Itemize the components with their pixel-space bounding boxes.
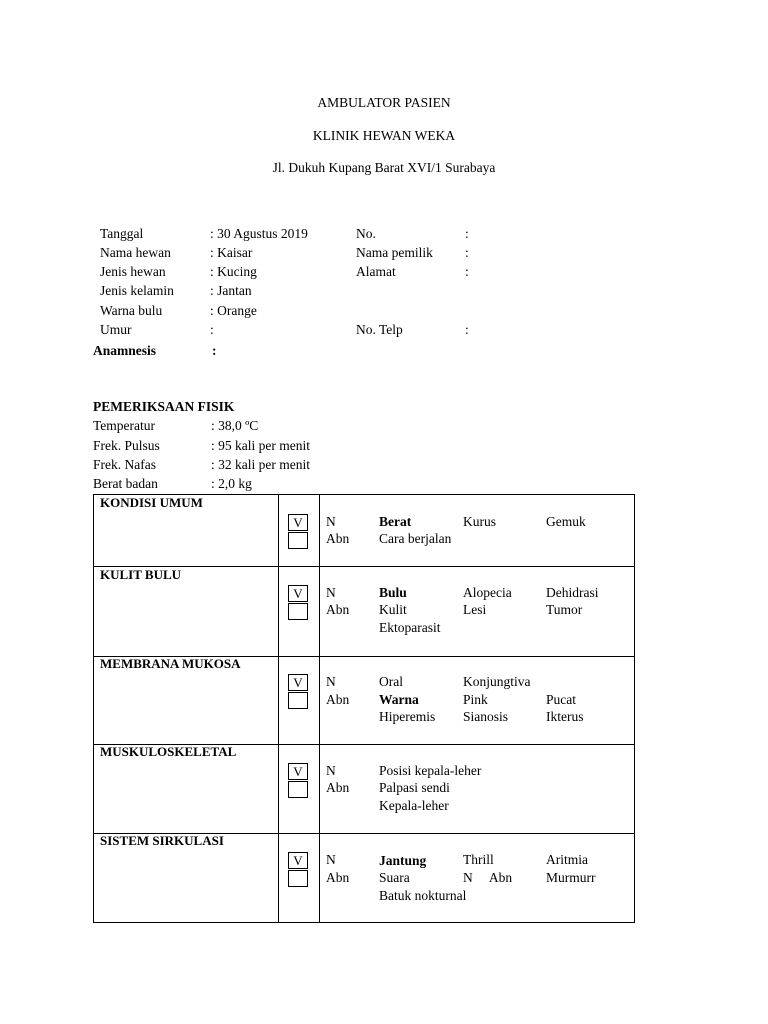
item-oral: Oral bbox=[379, 674, 403, 689]
exam-table bbox=[93, 494, 635, 923]
header-title: AMBULATOR PASIEN bbox=[317, 95, 451, 110]
item-tumor: Tumor bbox=[546, 602, 583, 617]
item-kulit: Kulit bbox=[379, 602, 407, 617]
label-jenis-kelamin: Jenis kelamin bbox=[100, 283, 174, 298]
item-kepala-leher: Kepala-leher bbox=[379, 798, 449, 813]
label-jenis-hewan: Jenis hewan bbox=[100, 264, 166, 279]
value-temperatur: : 38,0 ºC bbox=[211, 418, 259, 433]
item-berat: Berat bbox=[379, 514, 412, 529]
item-pink: Pink bbox=[463, 692, 488, 707]
item-gemuk: Gemuk bbox=[546, 514, 586, 529]
section-title: KULIT BULU bbox=[100, 567, 182, 582]
item-cara-berjalan: Cara berjalan bbox=[379, 531, 452, 546]
item-thrill: Thrill bbox=[463, 852, 494, 867]
label-no: No. bbox=[356, 226, 376, 241]
normal-checkbox[interactable]: V bbox=[288, 852, 308, 869]
normal-checkbox[interactable]: V bbox=[288, 514, 308, 531]
abnormal-label: Abn bbox=[326, 692, 350, 707]
item-ikterus: Ikterus bbox=[546, 709, 584, 724]
item-jantung: Jantung bbox=[379, 853, 427, 868]
normal-checkbox[interactable]: V bbox=[288, 763, 308, 780]
item-posisi-kepala-leher: Posisi kepala-leher bbox=[379, 763, 482, 778]
abnormal-checkbox[interactable] bbox=[288, 532, 308, 549]
anamnesis-value: : bbox=[212, 343, 217, 358]
item-suara: Suara bbox=[379, 870, 410, 885]
label-temperatur: Temperatur bbox=[93, 418, 156, 433]
abnormal-checkbox[interactable] bbox=[288, 603, 308, 620]
value-jenis-hewan: : Kucing bbox=[210, 264, 257, 279]
item-aritmia: Aritmia bbox=[546, 852, 588, 867]
abnormal-checkbox[interactable] bbox=[288, 692, 308, 709]
value-warna-bulu: : Orange bbox=[210, 303, 257, 318]
abnormal-checkbox[interactable] bbox=[288, 870, 308, 887]
section-kondisi-umum bbox=[94, 495, 634, 566]
item-palpasi-sendi: Palpasi sendi bbox=[379, 780, 450, 795]
item-lesi: Lesi bbox=[463, 602, 487, 617]
item-konjungtiva: Konjungtiva bbox=[463, 674, 531, 689]
label-frek-pulsus: Frek. Pulsus bbox=[93, 438, 160, 453]
label-nama-hewan: Nama hewan bbox=[100, 245, 171, 260]
label-nama-pemilik: Nama pemilik bbox=[356, 245, 433, 260]
abnormal-checkbox[interactable] bbox=[288, 781, 308, 798]
item-warna: Warna bbox=[379, 692, 419, 707]
item-murmurr: Murmurr bbox=[546, 870, 596, 885]
physical-exam-heading: PEMERIKSAAN FISIK bbox=[93, 399, 235, 414]
normal-label: N bbox=[326, 674, 336, 689]
value-alamat: : bbox=[465, 264, 469, 279]
item-bulu: Bulu bbox=[379, 585, 407, 600]
label-umur: Umur bbox=[100, 322, 132, 337]
value-jenis-kelamin: : Jantan bbox=[210, 283, 252, 298]
value-berat-badan: : 2,0 kg bbox=[211, 476, 252, 491]
item-kurus: Kurus bbox=[463, 514, 496, 529]
section-sistem-sirkulasi bbox=[94, 833, 634, 922]
section-title: MUSKULOSKELETAL bbox=[100, 744, 237, 759]
item-batuk-nokturnal: Batuk nokturnal bbox=[379, 888, 467, 903]
clinic-address: Jl. Dukuh Kupang Barat XVI/1 Surabaya bbox=[272, 160, 496, 175]
anamnesis-label: Anamnesis bbox=[93, 343, 157, 358]
section-title: KONDISI UMUM bbox=[100, 495, 203, 510]
value-frek-nafas: : 32 kali per menit bbox=[211, 457, 310, 472]
item-sianosis: Sianosis bbox=[463, 709, 509, 724]
section-membrana-mukosa bbox=[94, 656, 634, 744]
normal-checkbox[interactable]: V bbox=[288, 585, 308, 602]
label-warna-bulu: Warna bulu bbox=[100, 303, 163, 318]
value-nama-pemilik: : bbox=[465, 245, 469, 260]
normal-label: N bbox=[326, 514, 336, 529]
normal-label: N bbox=[326, 585, 336, 600]
item-suara-n-abn: N Abn bbox=[463, 870, 513, 885]
item-ektoparasit: Ektoparasit bbox=[379, 620, 441, 635]
label-frek-nafas: Frek. Nafas bbox=[93, 457, 156, 472]
clinic-name: KLINIK HEWAN WEKA bbox=[312, 128, 456, 143]
item-dehidrasi: Dehidrasi bbox=[546, 585, 599, 600]
item-alopecia: Alopecia bbox=[463, 585, 512, 600]
abnormal-label: Abn bbox=[326, 870, 350, 885]
item-pucat: Pucat bbox=[546, 692, 576, 707]
abnormal-label: Abn bbox=[326, 531, 350, 546]
value-nama-hewan: : Kaisar bbox=[210, 245, 253, 260]
abnormal-label: Abn bbox=[326, 780, 350, 795]
section-kulit-bulu bbox=[94, 566, 634, 656]
normal-label: N bbox=[326, 763, 336, 778]
section-title: MEMBRANA MUKOSA bbox=[100, 656, 241, 671]
value-tanggal: : 30 Agustus 2019 bbox=[210, 226, 308, 241]
section-muskuloskeletal bbox=[94, 744, 634, 833]
label-tanggal: Tanggal bbox=[100, 226, 144, 241]
value-no: : bbox=[465, 226, 469, 241]
value-umur: : bbox=[210, 322, 214, 337]
normal-checkbox[interactable]: V bbox=[288, 674, 308, 691]
normal-label: N bbox=[326, 852, 336, 867]
label-alamat: Alamat bbox=[356, 264, 396, 279]
label-no-telp: No. Telp bbox=[356, 322, 403, 337]
label-berat-badan: Berat badan bbox=[93, 476, 158, 491]
value-no-telp: : bbox=[465, 322, 469, 337]
abnormal-label: Abn bbox=[326, 602, 350, 617]
item-hiperemis: Hiperemis bbox=[379, 709, 436, 724]
section-title: SISTEM SIRKULASI bbox=[100, 833, 224, 848]
value-frek-pulsus: : 95 kali per menit bbox=[211, 438, 310, 453]
